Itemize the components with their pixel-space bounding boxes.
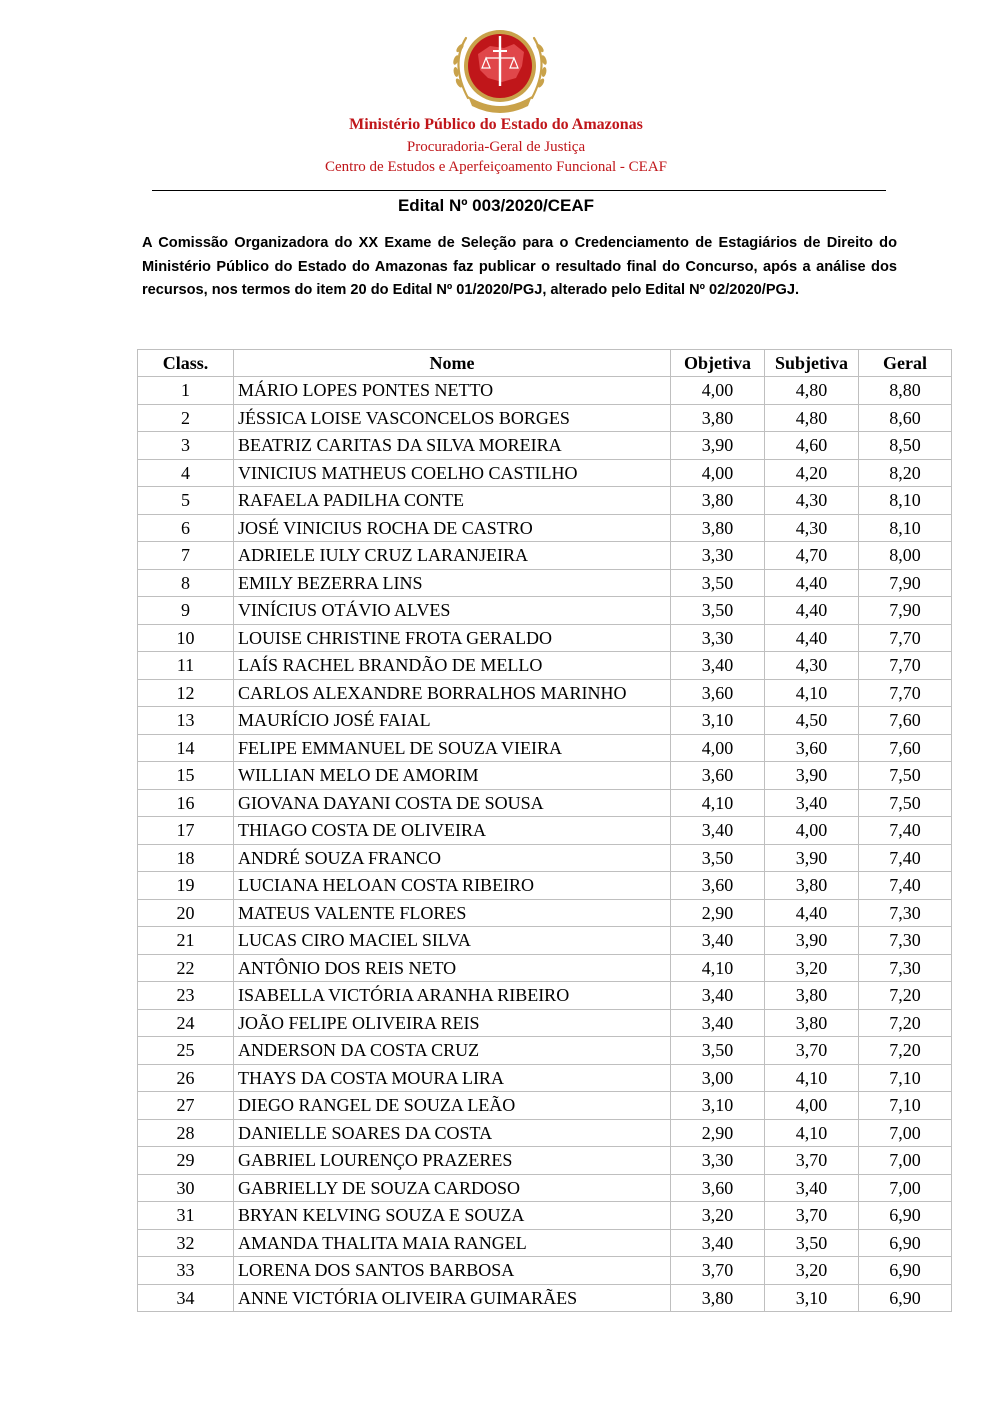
cell-nome: LUCIANA HELOAN COSTA RIBEIRO bbox=[234, 872, 671, 900]
cell-class: 22 bbox=[138, 954, 234, 982]
cell-nome: CARLOS ALEXANDRE BORRALHOS MARINHO bbox=[234, 679, 671, 707]
cell-class: 7 bbox=[138, 542, 234, 570]
table-row bbox=[138, 569, 952, 597]
table-row bbox=[138, 1229, 952, 1257]
cell-nome: ANTÔNIO DOS REIS NETO bbox=[234, 954, 671, 982]
cell-geral: 8,10 bbox=[859, 487, 952, 515]
table-row bbox=[138, 1037, 952, 1065]
table-row bbox=[138, 1092, 952, 1120]
table-row bbox=[138, 514, 952, 542]
cell-geral: 7,10 bbox=[859, 1092, 952, 1120]
cell-nome: FELIPE EMMANUEL DE SOUZA VIEIRA bbox=[234, 734, 671, 762]
cell-geral: 7,20 bbox=[859, 982, 952, 1010]
document-title: Edital Nº 003/2020/CEAF bbox=[397, 196, 595, 215]
cell-nome: LORENA DOS SANTOS BARBOSA bbox=[234, 1257, 671, 1285]
cell-geral: 7,70 bbox=[859, 652, 952, 680]
cell-geral: 7,70 bbox=[859, 624, 952, 652]
cell-class: 27 bbox=[138, 1092, 234, 1120]
cell-nome: ANNE VICTÓRIA OLIVEIRA GUIMARÃES bbox=[234, 1284, 671, 1312]
cell-class: 34 bbox=[138, 1284, 234, 1312]
results-table bbox=[137, 349, 952, 1312]
cell-subjetiva: 3,90 bbox=[765, 844, 859, 872]
table-row bbox=[138, 377, 952, 405]
cell-geral: 7,30 bbox=[859, 899, 952, 927]
cell-geral: 7,40 bbox=[859, 844, 952, 872]
cell-class: 10 bbox=[138, 624, 234, 652]
cell-objetiva: 4,00 bbox=[671, 377, 765, 405]
table-row bbox=[138, 679, 952, 707]
cell-class: 5 bbox=[138, 487, 234, 515]
cell-subjetiva: 4,30 bbox=[765, 652, 859, 680]
cell-nome: MÁRIO LOPES PONTES NETTO bbox=[234, 377, 671, 405]
cell-geral: 7,60 bbox=[859, 707, 952, 735]
cell-objetiva: 4,10 bbox=[671, 954, 765, 982]
cell-objetiva: 3,50 bbox=[671, 844, 765, 872]
cell-subjetiva: 3,40 bbox=[765, 1174, 859, 1202]
cell-nome: MAURÍCIO JOSÉ FAIAL bbox=[234, 707, 671, 735]
cell-nome: DIEGO RANGEL DE SOUZA LEÃO bbox=[234, 1092, 671, 1120]
cell-geral: 7,90 bbox=[859, 569, 952, 597]
table-row bbox=[138, 817, 952, 845]
cell-geral: 7,70 bbox=[859, 679, 952, 707]
cell-objetiva: 3,60 bbox=[671, 1174, 765, 1202]
table-row bbox=[138, 899, 952, 927]
cell-objetiva: 3,40 bbox=[671, 927, 765, 955]
cell-objetiva: 3,00 bbox=[671, 1064, 765, 1092]
table-row bbox=[138, 432, 952, 460]
department-name: Procuradoria-Geral de Justiça bbox=[406, 139, 586, 155]
cell-subjetiva: 3,50 bbox=[765, 1229, 859, 1257]
cell-class: 29 bbox=[138, 1147, 234, 1175]
cell-geral: 7,40 bbox=[859, 872, 952, 900]
cell-objetiva: 3,90 bbox=[671, 432, 765, 460]
cell-subjetiva: 3,70 bbox=[765, 1202, 859, 1230]
cell-subjetiva: 3,70 bbox=[765, 1147, 859, 1175]
cell-subjetiva: 3,40 bbox=[765, 789, 859, 817]
cell-nome: ADRIELE IULY CRUZ LARANJEIRA bbox=[234, 542, 671, 570]
table-row bbox=[138, 734, 952, 762]
cell-subjetiva: 4,60 bbox=[765, 432, 859, 460]
cell-objetiva: 3,80 bbox=[671, 514, 765, 542]
cell-nome: GABRIELLY DE SOUZA CARDOSO bbox=[234, 1174, 671, 1202]
cell-objetiva: 3,50 bbox=[671, 597, 765, 625]
cell-subjetiva: 4,80 bbox=[765, 377, 859, 405]
cell-class: 17 bbox=[138, 817, 234, 845]
cell-nome: THAYS DA COSTA MOURA LIRA bbox=[234, 1064, 671, 1092]
cell-geral: 7,20 bbox=[859, 1037, 952, 1065]
cell-geral: 7,20 bbox=[859, 1009, 952, 1037]
table-row bbox=[138, 459, 952, 487]
cell-geral: 7,00 bbox=[859, 1174, 952, 1202]
cell-nome: LOUISE CHRISTINE FROTA GERALDO bbox=[234, 624, 671, 652]
cell-subjetiva: 4,40 bbox=[765, 624, 859, 652]
table-row bbox=[138, 1202, 952, 1230]
cell-objetiva: 3,40 bbox=[671, 1009, 765, 1037]
cell-subjetiva: 4,20 bbox=[765, 459, 859, 487]
cell-nome: GABRIEL LOURENÇO PRAZERES bbox=[234, 1147, 671, 1175]
cell-nome: ANDRÉ SOUZA FRANCO bbox=[234, 844, 671, 872]
header-nome: Nome bbox=[234, 350, 671, 377]
cell-geral: 6,90 bbox=[859, 1257, 952, 1285]
table-row bbox=[138, 1257, 952, 1285]
cell-geral: 7,10 bbox=[859, 1064, 952, 1092]
cell-class: 6 bbox=[138, 514, 234, 542]
header-class: Class. bbox=[138, 350, 234, 377]
cell-geral: 6,90 bbox=[859, 1284, 952, 1312]
cell-objetiva: 3,70 bbox=[671, 1257, 765, 1285]
table-row bbox=[138, 542, 952, 570]
cell-nome: VINÍCIUS OTÁVIO ALVES bbox=[234, 597, 671, 625]
results-body bbox=[138, 377, 952, 1312]
cell-class: 33 bbox=[138, 1257, 234, 1285]
cell-geral: 7,40 bbox=[859, 817, 952, 845]
cell-objetiva: 2,90 bbox=[671, 899, 765, 927]
cell-class: 9 bbox=[138, 597, 234, 625]
cell-objetiva: 3,40 bbox=[671, 982, 765, 1010]
cell-geral: 8,00 bbox=[859, 542, 952, 570]
table-row bbox=[138, 954, 952, 982]
cell-subjetiva: 3,80 bbox=[765, 982, 859, 1010]
header-geral: Geral bbox=[859, 350, 952, 377]
cell-subjetiva: 4,00 bbox=[765, 1092, 859, 1120]
cell-nome: EMILY BEZERRA LINS bbox=[234, 569, 671, 597]
table-row bbox=[138, 844, 952, 872]
cell-geral: 7,00 bbox=[859, 1119, 952, 1147]
cell-nome: LAÍS RACHEL BRANDÃO DE MELLO bbox=[234, 652, 671, 680]
cell-objetiva: 3,40 bbox=[671, 817, 765, 845]
header-divider bbox=[152, 190, 886, 191]
cell-nome: DANIELLE SOARES DA COSTA bbox=[234, 1119, 671, 1147]
cell-objetiva: 3,30 bbox=[671, 624, 765, 652]
cell-objetiva: 3,60 bbox=[671, 872, 765, 900]
cell-objetiva: 3,60 bbox=[671, 762, 765, 790]
cell-nome: ISABELLA VICTÓRIA ARANHA RIBEIRO bbox=[234, 982, 671, 1010]
table-row bbox=[138, 982, 952, 1010]
cell-class: 2 bbox=[138, 404, 234, 432]
table-row bbox=[138, 872, 952, 900]
cell-nome: JOSÉ VINICIUS ROCHA DE CASTRO bbox=[234, 514, 671, 542]
table-row bbox=[138, 652, 952, 680]
cell-subjetiva: 3,70 bbox=[765, 1037, 859, 1065]
cell-subjetiva: 4,30 bbox=[765, 514, 859, 542]
cell-nome: JOÃO FELIPE OLIVEIRA REIS bbox=[234, 1009, 671, 1037]
cell-subjetiva: 3,20 bbox=[765, 1257, 859, 1285]
cell-nome: RAFAELA PADILHA CONTE bbox=[234, 487, 671, 515]
cell-subjetiva: 3,10 bbox=[765, 1284, 859, 1312]
cell-class: 26 bbox=[138, 1064, 234, 1092]
cell-subjetiva: 4,40 bbox=[765, 899, 859, 927]
cell-objetiva: 3,80 bbox=[671, 404, 765, 432]
cell-class: 19 bbox=[138, 872, 234, 900]
cell-geral: 6,90 bbox=[859, 1202, 952, 1230]
cell-objetiva: 3,80 bbox=[671, 487, 765, 515]
cell-geral: 8,50 bbox=[859, 432, 952, 460]
cell-nome: ANDERSON DA COSTA CRUZ bbox=[234, 1037, 671, 1065]
cell-nome: BEATRIZ CARITAS DA SILVA MOREIRA bbox=[234, 432, 671, 460]
cell-subjetiva: 3,60 bbox=[765, 734, 859, 762]
table-row bbox=[138, 789, 952, 817]
intro-paragraph: A Comissão Organizadora do XX Exame de Seleção para o Credenciamento de Estagiários de Direito do Ministério Público do Estado do Amazonas faz publicar o resultado final do Concurso, após a análise dos recursos, nos termos do item 20 do Edital Nº 01/2020/PGJ, alterado pelo Edital Nº 02/2020/PGJ. bbox=[142, 235, 897, 298]
table-row bbox=[138, 1064, 952, 1092]
cell-class: 14 bbox=[138, 734, 234, 762]
cell-geral: 8,60 bbox=[859, 404, 952, 432]
cell-class: 4 bbox=[138, 459, 234, 487]
header-objetiva: Objetiva bbox=[671, 350, 765, 377]
cell-nome: AMANDA THALITA MAIA RANGEL bbox=[234, 1229, 671, 1257]
cell-class: 11 bbox=[138, 652, 234, 680]
center-name: Centro de Estudos e Aperfeiçoamento Funcional - CEAF bbox=[324, 159, 667, 175]
cell-class: 28 bbox=[138, 1119, 234, 1147]
cell-class: 31 bbox=[138, 1202, 234, 1230]
cell-objetiva: 3,20 bbox=[671, 1202, 765, 1230]
cell-geral: 8,20 bbox=[859, 459, 952, 487]
cell-subjetiva: 4,40 bbox=[765, 597, 859, 625]
cell-geral: 7,00 bbox=[859, 1147, 952, 1175]
cell-nome: GIOVANA DAYANI COSTA DE SOUSA bbox=[234, 789, 671, 817]
cell-nome: LUCAS CIRO MACIEL SILVA bbox=[234, 927, 671, 955]
cell-class: 23 bbox=[138, 982, 234, 1010]
table-row bbox=[138, 1174, 952, 1202]
cell-geral: 8,80 bbox=[859, 377, 952, 405]
cell-objetiva: 3,30 bbox=[671, 542, 765, 570]
cell-subjetiva: 3,90 bbox=[765, 927, 859, 955]
cell-objetiva: 4,10 bbox=[671, 789, 765, 817]
cell-nome: BRYAN KELVING SOUZA E SOUZA bbox=[234, 1202, 671, 1230]
cell-subjetiva: 4,00 bbox=[765, 817, 859, 845]
cell-objetiva: 3,50 bbox=[671, 569, 765, 597]
cell-objetiva: 4,00 bbox=[671, 459, 765, 487]
cell-class: 16 bbox=[138, 789, 234, 817]
cell-class: 18 bbox=[138, 844, 234, 872]
cell-subjetiva: 3,80 bbox=[765, 1009, 859, 1037]
cell-subjetiva: 4,40 bbox=[765, 569, 859, 597]
cell-objetiva: 3,80 bbox=[671, 1284, 765, 1312]
table-row bbox=[138, 487, 952, 515]
cell-geral: 8,10 bbox=[859, 514, 952, 542]
cell-class: 24 bbox=[138, 1009, 234, 1037]
cell-class: 15 bbox=[138, 762, 234, 790]
cell-class: 12 bbox=[138, 679, 234, 707]
table-row bbox=[138, 597, 952, 625]
cell-subjetiva: 4,30 bbox=[765, 487, 859, 515]
table-row bbox=[138, 1119, 952, 1147]
cell-subjetiva: 3,80 bbox=[765, 872, 859, 900]
cell-nome: VINICIUS MATHEUS COELHO CASTILHO bbox=[234, 459, 671, 487]
cell-objetiva: 3,30 bbox=[671, 1147, 765, 1175]
table-row bbox=[138, 1147, 952, 1175]
cell-objetiva: 3,40 bbox=[671, 1229, 765, 1257]
cell-geral: 7,30 bbox=[859, 954, 952, 982]
cell-subjetiva: 4,50 bbox=[765, 707, 859, 735]
cell-class: 25 bbox=[138, 1037, 234, 1065]
cell-class: 3 bbox=[138, 432, 234, 460]
cell-objetiva: 3,10 bbox=[671, 1092, 765, 1120]
cell-geral: 7,90 bbox=[859, 597, 952, 625]
table-row bbox=[138, 707, 952, 735]
table-row bbox=[138, 927, 952, 955]
table-row bbox=[138, 762, 952, 790]
cell-class: 13 bbox=[138, 707, 234, 735]
cell-subjetiva: 3,20 bbox=[765, 954, 859, 982]
cell-class: 20 bbox=[138, 899, 234, 927]
cell-subjetiva: 4,80 bbox=[765, 404, 859, 432]
cell-subjetiva: 4,70 bbox=[765, 542, 859, 570]
cell-geral: 6,90 bbox=[859, 1229, 952, 1257]
header-subjetiva: Subjetiva bbox=[765, 350, 859, 377]
cell-nome: MATEUS VALENTE FLORES bbox=[234, 899, 671, 927]
cell-subjetiva: 3,90 bbox=[765, 762, 859, 790]
cell-class: 8 bbox=[138, 569, 234, 597]
institution-seal-icon bbox=[444, 20, 556, 116]
table-row bbox=[138, 1284, 952, 1312]
cell-geral: 7,60 bbox=[859, 734, 952, 762]
table-header-row bbox=[138, 350, 952, 377]
cell-objetiva: 2,90 bbox=[671, 1119, 765, 1147]
cell-geral: 7,50 bbox=[859, 762, 952, 790]
cell-geral: 7,30 bbox=[859, 927, 952, 955]
table-row bbox=[138, 404, 952, 432]
cell-objetiva: 3,40 bbox=[671, 652, 765, 680]
cell-objetiva: 4,00 bbox=[671, 734, 765, 762]
cell-class: 1 bbox=[138, 377, 234, 405]
cell-class: 30 bbox=[138, 1174, 234, 1202]
cell-nome: THIAGO COSTA DE OLIVEIRA bbox=[234, 817, 671, 845]
table-row bbox=[138, 1009, 952, 1037]
table-row bbox=[138, 624, 952, 652]
cell-objetiva: 3,10 bbox=[671, 707, 765, 735]
cell-subjetiva: 4,10 bbox=[765, 1119, 859, 1147]
cell-geral: 7,50 bbox=[859, 789, 952, 817]
cell-nome: JÉSSICA LOISE VASCONCELOS BORGES bbox=[234, 404, 671, 432]
cell-objetiva: 3,60 bbox=[671, 679, 765, 707]
cell-objetiva: 3,50 bbox=[671, 1037, 765, 1065]
cell-subjetiva: 4,10 bbox=[765, 1064, 859, 1092]
cell-subjetiva: 4,10 bbox=[765, 679, 859, 707]
cell-class: 32 bbox=[138, 1229, 234, 1257]
institution-name: Ministério Público do Estado do Amazonas bbox=[349, 116, 643, 133]
cell-nome: WILLIAN MELO DE AMORIM bbox=[234, 762, 671, 790]
cell-class: 21 bbox=[138, 927, 234, 955]
